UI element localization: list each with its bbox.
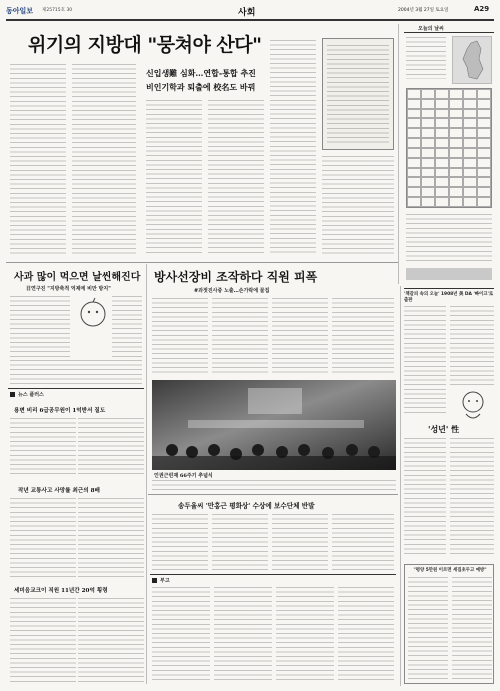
weather-title: 오늘의 날씨 <box>418 26 444 32</box>
bottom-mid-text-4 <box>332 514 394 572</box>
obituary-box <box>150 574 396 686</box>
news-plus-item-2: 작년 교통사고 사망률 최근의 8배 <box>18 488 100 494</box>
news-plus-item-3: 세미음교크이 직원 11년간 20억 횡령 <box>14 588 108 594</box>
lead-subhead-2: 비인기학과 퇴출에 校名도 바꿔 <box>146 82 256 92</box>
radiation-text-3 <box>272 298 328 376</box>
notice-headline: "평양 5만원 이르면 세집초두고 예방" <box>413 568 487 573</box>
lead-text-col-6 <box>322 156 394 254</box>
radiation-text-1 <box>152 298 208 376</box>
ad-strip <box>406 268 492 280</box>
bottom-mid-text-1 <box>152 514 208 572</box>
radiation-text-2 <box>212 298 268 376</box>
news-plus-box <box>8 388 144 686</box>
lead-headline: 위기의 지방대 "뭉쳐야 산다" <box>28 34 262 56</box>
right-column-sub: '성년' 性 <box>428 424 460 434</box>
news-plus-item-1: 용변 비리 6급공무원이 1억받서 질도 <box>14 408 106 414</box>
apple-illustration <box>76 296 110 330</box>
cartoon-icon <box>456 388 490 422</box>
bottom-mid-text-2 <box>212 514 268 572</box>
radiation-deck: #과젓진사중 노출…손가락에 물집 <box>194 288 270 294</box>
bottom-mid-text-3 <box>272 514 328 572</box>
radiation-text-4 <box>332 298 394 376</box>
lead-subhead-1: 신입생難 심화…연합-통합 추진 <box>146 68 256 78</box>
square-bullet-icon <box>152 578 157 583</box>
korea-map-icon <box>453 37 493 85</box>
issue-number: 제25715호 30 <box>42 8 73 13</box>
apple-deck: 日연구진 "지방축적 억제에 비만 방지" <box>26 286 111 292</box>
right-column <box>404 288 494 686</box>
crowd-image <box>152 380 396 470</box>
weather-map <box>452 36 492 84</box>
right-column-headline: '책갈피 속의 오늘' 1908년 美 DA '빠이크'로 출판 <box>404 292 494 303</box>
radiation-headline: 방사선장비 조작하다 직원 피폭 <box>154 270 318 284</box>
apple-text-1 <box>10 296 70 358</box>
lead-info-table <box>322 38 394 150</box>
cartoon-figure <box>456 388 490 422</box>
page-number: A29 <box>474 5 490 13</box>
section-divider-1 <box>6 262 398 263</box>
apple-text-3 <box>10 360 142 384</box>
bottom-mid-headline: 송두율씨 '만홍근 평화상' 수상에 보수단체 반발 <box>178 502 315 510</box>
obituary-label: 부고 <box>160 578 170 584</box>
column-divider <box>398 24 399 284</box>
notice-box <box>404 564 494 684</box>
lead-text-col-1 <box>10 64 66 254</box>
photo-caption-text <box>152 480 396 492</box>
apple-headline: 사과 많이 먹으면 날씬해진다 <box>14 272 141 283</box>
news-plus-label: 뉴스 플러스 <box>18 392 44 398</box>
paper-name: 동아일보 <box>6 7 34 15</box>
masthead-rule <box>6 19 494 21</box>
section-title: 사회 <box>238 8 256 18</box>
apple-icon <box>76 296 110 330</box>
apple-text-2 <box>112 296 142 358</box>
lead-text-col-5 <box>270 40 316 254</box>
lead-text-col-3 <box>146 100 202 254</box>
weather-grid <box>406 88 492 208</box>
lead-text-col-4 <box>208 100 264 254</box>
issue-date: 2004년 3월 27일 토요일 <box>398 8 449 13</box>
memorial-photo <box>152 380 396 470</box>
photo-caption-label: 인권근린재 66주기 추념식 <box>154 473 213 479</box>
square-bullet-icon <box>10 392 15 397</box>
masthead <box>6 4 494 18</box>
weather-box <box>404 24 494 282</box>
lead-text-col-2 <box>72 64 136 254</box>
